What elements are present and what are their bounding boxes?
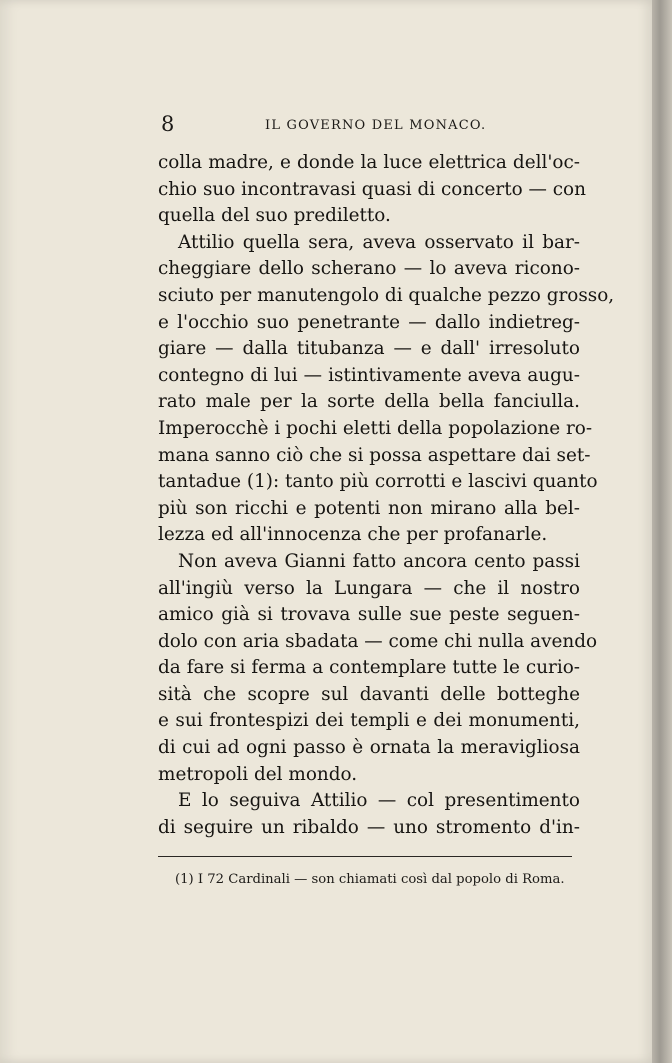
text-line: Attilio quella sera, aveva osservato il bar- xyxy=(178,231,580,253)
text-line: più son ricchi e potenti non mirano alla bel- xyxy=(158,497,580,519)
text-line: dolo con aria sbadata — come chi nulla avendo xyxy=(158,630,598,652)
text-line: E lo seguiva Attilio — col presentimento xyxy=(178,790,580,812)
text-line: chio suo incontravasi quasi di concerto — con xyxy=(158,178,586,200)
text-line: e sui frontespizi dei templi e dei monumenti, xyxy=(158,710,580,732)
footnote-rule xyxy=(158,856,572,857)
text-line: da fare si ferma a contemplare tutte le curio- xyxy=(158,657,580,679)
text-line: sità che scopre sul davanti delle botteghe xyxy=(158,683,580,705)
book-spine-edge xyxy=(652,0,672,1063)
body-text xyxy=(158,150,615,841)
footnote: (1) I 72 Cardinali — son chiamati così dal popolo di Roma. xyxy=(175,872,565,887)
text-line: colla madre, e donde la luce elettrica dell'oc- xyxy=(158,152,580,173)
text-line: all'ingiù verso la Lungara — che il nostro xyxy=(158,577,580,599)
text-line: rato male per la sorte della bella fanciulla. xyxy=(158,391,580,413)
page-header xyxy=(161,112,581,142)
text-line: sciuto per manutengolo di qualche pezzo grosso, xyxy=(158,284,615,306)
text-line: metropoli del mondo. xyxy=(158,763,358,785)
text-line: di seguire un ribaldo — uno stromento d'in- xyxy=(158,816,580,838)
text-line: giare — dalla titubanza — e dall' irresoluto xyxy=(158,338,580,360)
text-line: mana sanno ciò che si possa aspettare dai set- xyxy=(158,444,591,466)
text-line: lezza ed all'innocenza che per profanarle. xyxy=(158,524,548,546)
text-line: e l'occhio suo penetrante — dallo indietreg- xyxy=(158,311,580,333)
running-head: IL GOVERNO DEL MONACO. xyxy=(265,118,487,133)
text-line: quella del suo prediletto. xyxy=(158,205,391,227)
text-line: cheggiare dello scherano — lo aveva ricono- xyxy=(158,258,580,280)
page-number: 8 xyxy=(161,112,175,136)
text-line: amico già si trovava sulle sue peste seguen- xyxy=(158,604,580,626)
text-line: contegno di lui — istintivamente aveva augu- xyxy=(158,364,580,386)
text-line: di cui ad ogni passo è ornata la meravigliosa xyxy=(158,737,580,759)
text-line: tantadue (1): tanto più corrotti e lascivi quanto xyxy=(158,471,598,493)
text-line: Non aveva Gianni fatto ancora cento passi xyxy=(178,550,580,572)
text-line: Imperocchè i pochi eletti della popolazione ro- xyxy=(158,417,593,439)
